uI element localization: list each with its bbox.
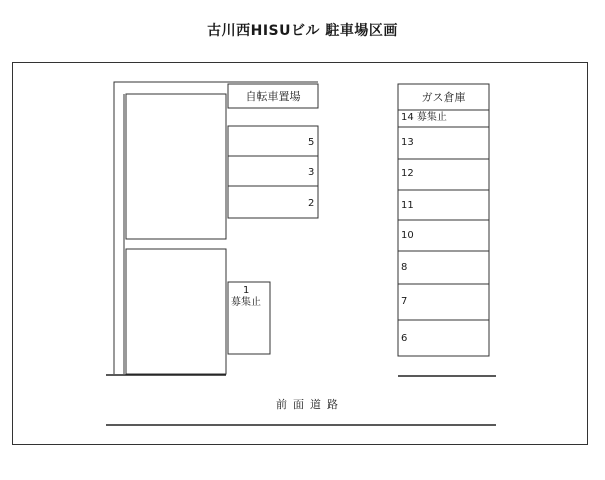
slot-number-5: 5	[308, 137, 315, 148]
slot-number-2: 2	[308, 198, 315, 209]
slot-label-13: 13	[401, 137, 414, 148]
bicycle-parking-label: 自転車置場	[245, 90, 301, 103]
parking-slot-6	[398, 320, 489, 356]
page-title: 古川西HISUビル 駐車場区画	[207, 23, 398, 39]
building-block-upper	[126, 94, 226, 239]
building-block-lower	[126, 249, 226, 374]
slot-number-3: 3	[308, 167, 315, 178]
slot-label-7: 7	[401, 296, 408, 307]
slot-number-1: 1	[243, 285, 250, 296]
slot-1-status: 募集止	[231, 297, 261, 308]
parking-slot-3	[228, 156, 318, 186]
slot-label-8: 8	[401, 262, 408, 273]
parking-slot-7	[398, 284, 489, 320]
slot-label-10: 10	[401, 230, 414, 241]
gas-storage-label: ガス倉庫	[421, 91, 466, 104]
slot-label-12: 12	[401, 168, 414, 179]
slot-label-11: 11	[401, 200, 414, 211]
parking-slot-5	[228, 126, 318, 156]
slot-label-14: 14 募集止	[401, 112, 447, 123]
parking-slot-8	[398, 251, 489, 284]
slot-label-6: 6	[401, 333, 408, 344]
parking-slot-2	[228, 186, 318, 218]
road-label: 前面道路	[276, 398, 344, 411]
